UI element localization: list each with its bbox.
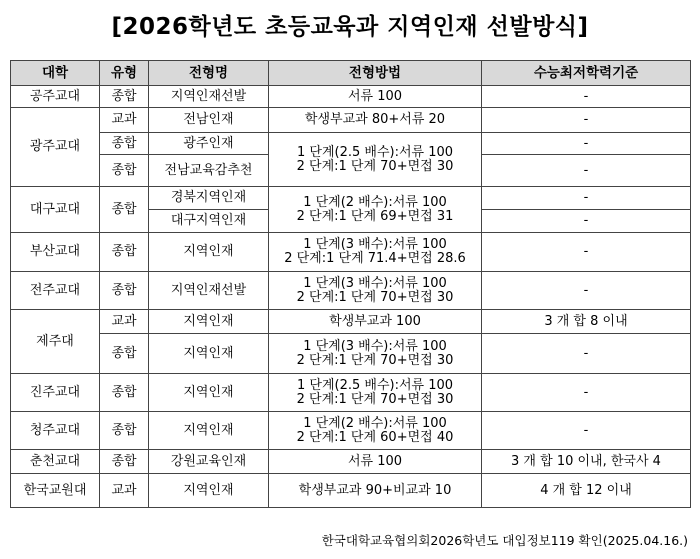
admission-name-cell: 지역인재 (149, 233, 269, 272)
minimum-cell: - (482, 412, 691, 450)
university-cell: 광주교대 (11, 108, 100, 187)
table-header-row (11, 61, 691, 86)
method-cell (269, 187, 482, 233)
minimum-cell: - (482, 155, 691, 187)
method-line: 서류 100 (347, 453, 403, 469)
method-cell (269, 233, 482, 272)
admission-name-cell: 지역인재 (149, 334, 269, 374)
minimum-cell: - (482, 210, 691, 233)
method-line: 2 단계:1 단계 70+면접 30 (296, 352, 454, 368)
minimum-cell: 3 개 합 10 이내, 한국사 4 (482, 450, 691, 474)
type-cell: 종합 (100, 374, 149, 412)
university-cell: 진주교대 (11, 374, 100, 412)
university-cell: 공주교대 (11, 86, 100, 108)
method-line: 2 단계:1 단계 70+면접 30 (296, 158, 454, 174)
admission-table (10, 60, 691, 508)
admission-name-cell: 전남교육감추천 (149, 155, 269, 187)
header-admission-name: 전형명 (149, 61, 269, 86)
type-cell: 종합 (100, 272, 149, 310)
header-university: 대학 (11, 61, 100, 86)
method-cell (269, 412, 482, 450)
university-cell: 제주대 (11, 310, 100, 374)
method-line: 2 단계:1 단계 71.4+면접 28.6 (284, 251, 466, 266)
admission-name-cell: 지역인재선발 (149, 272, 269, 310)
method-line: 1 단계(2 배수):서류 100 (303, 194, 447, 210)
minimum-cell: 4 개 합 12 이내 (482, 474, 691, 508)
minimum-cell: - (482, 233, 691, 272)
method-line: 1 단계(2.5 배수):서류 100 (296, 144, 454, 160)
university-cell: 부산교대 (11, 233, 100, 272)
admission-name-cell: 경북지역인재 (149, 187, 269, 210)
method-cell (269, 474, 482, 508)
table-row (11, 450, 691, 474)
table-row (11, 474, 691, 508)
method-line: 2 단계:1 단계 70+면접 30 (296, 289, 454, 305)
type-cell: 교과 (100, 310, 149, 334)
method-line: 서류 100 (347, 88, 403, 104)
type-cell: 종합 (100, 133, 149, 155)
header-minimum-standard: 수능최저학력기준 (482, 61, 691, 86)
table-row (11, 374, 691, 412)
minimum-cell: - (482, 374, 691, 412)
table-row (11, 233, 691, 272)
type-cell: 종합 (100, 450, 149, 474)
minimum-cell: - (482, 133, 691, 155)
table-row (11, 310, 691, 334)
page-title: [2026학년도 초등교육과 지역인재 선발방식] (111, 14, 589, 40)
method-line: 학생부교과 100 (329, 313, 421, 329)
header-type: 유형 (100, 61, 149, 86)
university-cell: 청주교대 (11, 412, 100, 450)
university-cell: 전주교대 (11, 272, 100, 310)
university-cell: 한국교원대 (11, 474, 100, 508)
admission-name-cell: 광주인재 (149, 133, 269, 155)
admission-name-cell: 지역인재 (149, 412, 269, 450)
method-line: 1 단계(2.5 배수):서류 100 (296, 377, 454, 393)
method-cell (269, 133, 482, 187)
method-cell (269, 450, 482, 474)
method-cell (269, 86, 482, 108)
admission-name-cell: 강원교육인재 (149, 450, 269, 474)
minimum-cell: - (482, 187, 691, 210)
minimum-cell: - (482, 272, 691, 310)
method-line: 1 단계(3 배수):서류 100 (303, 338, 447, 354)
admission-name-cell: 지역인재선발 (149, 86, 269, 108)
method-line: 학생부교과 80+서류 20 (304, 112, 446, 127)
type-cell: 교과 (100, 108, 149, 133)
table-row (11, 412, 691, 450)
university-cell: 춘천교대 (11, 450, 100, 474)
method-line: 1 단계(2 배수):서류 100 (303, 415, 447, 431)
table-row (11, 272, 691, 310)
method-line: 2 단계:1 단계 69+면접 31 (296, 208, 454, 224)
table-row (11, 187, 691, 210)
minimum-cell: - (482, 334, 691, 374)
type-cell: 교과 (100, 474, 149, 508)
type-cell: 종합 (100, 155, 149, 187)
method-cell (269, 108, 482, 133)
method-cell (269, 310, 482, 334)
admission-name-cell: 전남인재 (149, 108, 269, 133)
type-cell: 종합 (100, 86, 149, 108)
method-line: 학생부교과 90+비교과 10 (298, 482, 452, 498)
method-cell (269, 334, 482, 374)
minimum-cell: - (482, 108, 691, 133)
type-cell: 종합 (100, 187, 149, 233)
table-row (11, 86, 691, 108)
minimum-cell: 3 개 합 8 이내 (482, 310, 691, 334)
admission-name-cell: 지역인재 (149, 374, 269, 412)
admission-name-cell: 지역인재 (149, 310, 269, 334)
university-cell: 대구교대 (11, 187, 100, 233)
method-line: 1 단계(3 배수):서류 100 (303, 237, 447, 252)
type-cell: 종합 (100, 233, 149, 272)
method-line: 1 단계(3 배수):서류 100 (303, 275, 447, 291)
method-cell (269, 374, 482, 412)
method-line: 2 단계:1 단계 60+면접 40 (296, 429, 454, 445)
admission-name-cell: 대구지역인재 (149, 210, 269, 233)
table-row (11, 334, 691, 374)
table-row (11, 133, 691, 155)
minimum-cell: - (482, 86, 691, 108)
type-cell: 종합 (100, 334, 149, 374)
header-admission-method: 전형방법 (269, 61, 482, 86)
method-line: 2 단계:1 단계 70+면접 30 (296, 391, 454, 407)
table-row (11, 108, 691, 133)
source-footnote: 한국대학교육협의회2026학년도 대입정보119 확인(2025.04.16.) (321, 533, 688, 548)
type-cell: 종합 (100, 412, 149, 450)
admission-name-cell: 지역인재 (149, 474, 269, 508)
method-cell (269, 272, 482, 310)
